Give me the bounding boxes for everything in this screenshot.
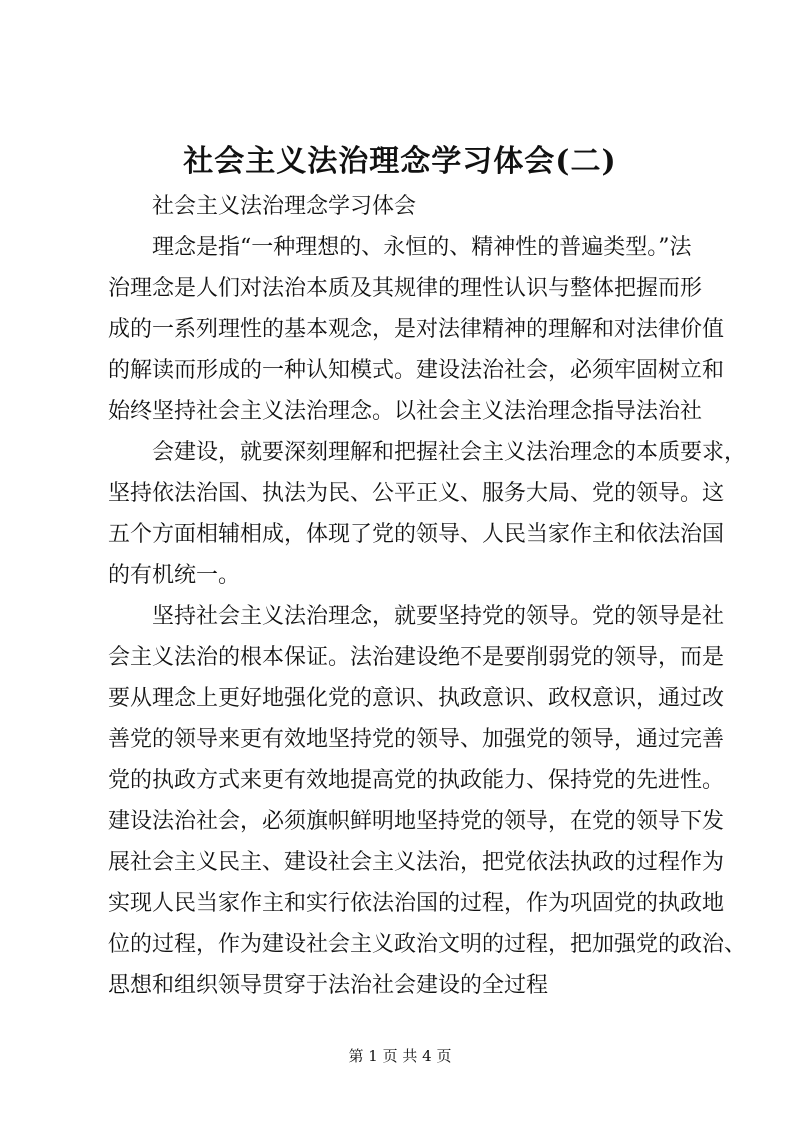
- subtitle-line: 社会主义法治理念学习体会: [152, 194, 417, 219]
- paragraph-line: 的解读而形成的一种认知模式。建设法治社会，必须牢固树立和: [108, 358, 725, 383]
- paragraph-line: 的有机统一。: [108, 563, 241, 588]
- paragraph-line: 建设法治社会，必须旗帜鲜明地坚持党的领导，在党的领导下发: [108, 809, 725, 834]
- paragraph-line: 坚持依法治国、执法为民、公平正义、服务大局、党的领导。这: [108, 481, 725, 506]
- paragraph-line: 始终坚持社会主义法治理念。以社会主义法治理念指导法治社: [108, 399, 703, 424]
- paragraph-line: 理念是指“一种理想的、永恒的、精神性的普遍类型。”法: [152, 235, 692, 260]
- document-title: 社会主义法治理念学习体会(二): [183, 144, 617, 179]
- page-number-footer: 第 1 页 共 4 页: [348, 1047, 452, 1065]
- paragraph-line: 善党的领导来更有效地坚持党的领导、加强党的领导，通过完善: [108, 727, 725, 752]
- paragraph-line: 五个方面相辅相成，体现了党的领导、人民当家作主和依法治国: [108, 522, 725, 547]
- paragraph-line: 坚持社会主义法治理念，就要坚持党的领导。党的领导是社: [152, 604, 725, 629]
- paragraph-line: 党的执政方式来更有效地提高党的执政能力、保持党的先进性。: [108, 768, 725, 793]
- paragraph-line: 思想和组织领导贯穿于法治社会建设的全过程: [108, 973, 549, 998]
- paragraph-line: 成的一系列理性的基本观念，是对法律精神的理解和对法律价值: [108, 317, 725, 342]
- paragraph-line: 实现人民当家作主和实行依法治国的过程，作为巩固党的执政地: [108, 891, 725, 916]
- paragraph-line: 会建设，就要深刻理解和把握社会主义法治理念的本质要求，: [152, 440, 747, 465]
- paragraph-line: 位的过程，作为建设社会主义政治文明的过程，把加强党的政治、: [108, 932, 747, 957]
- paragraph-line: 治理念是人们对法治本质及其规律的理性认识与整体把握而形: [108, 276, 703, 301]
- paragraph-line: 展社会主义民主、建设社会主义法治，把党依法执政的过程作为: [108, 850, 725, 875]
- paragraph-line: 要从理念上更好地强化党的意识、执政意识、政权意识，通过改: [108, 686, 725, 711]
- paragraph-line: 会主义法治的根本保证。法治建设绝不是要削弱党的领导，而是: [108, 645, 725, 670]
